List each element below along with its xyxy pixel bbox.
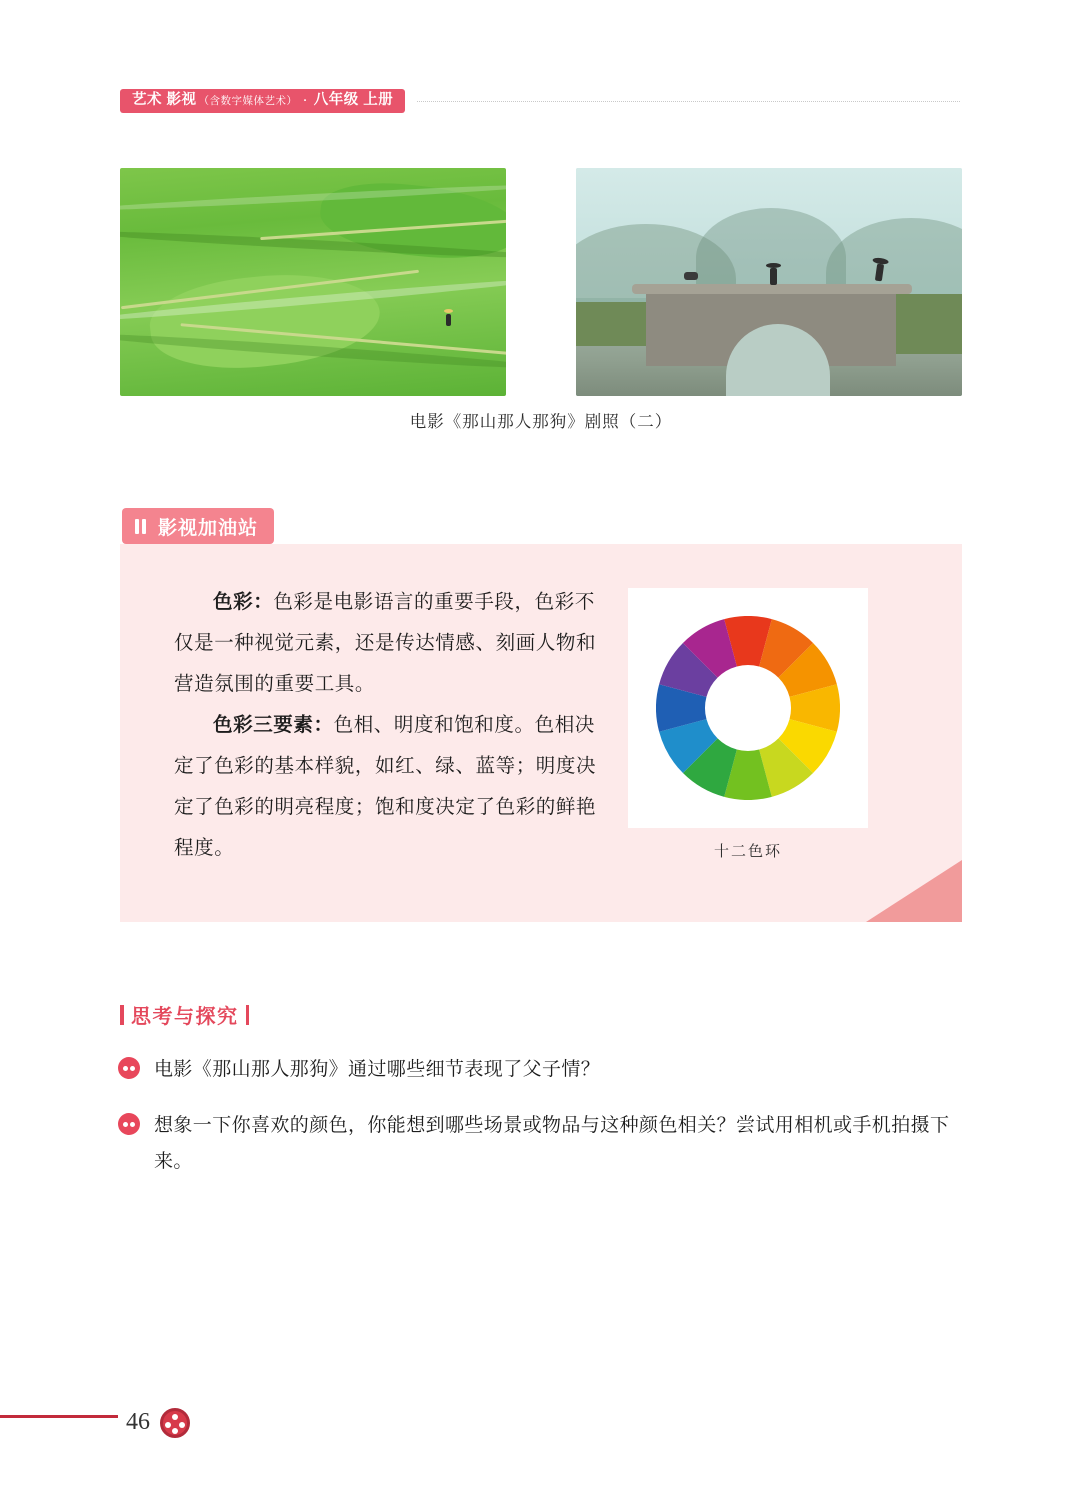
bridge-deck: [632, 284, 912, 294]
think-and-explore-label: 思考与探究: [131, 1006, 239, 1028]
section-tab-yingshijiayouzhan: [122, 508, 274, 544]
figure-photo-row: [120, 168, 962, 396]
panel-paragraph-1: [174, 582, 604, 705]
highlight-panel: [120, 544, 962, 922]
figure-caption: 电影《那山那人那狗》剧照（二）: [409, 412, 673, 431]
father-figure: [770, 268, 777, 285]
color-wheel-image: [628, 588, 868, 828]
panel-paragraph-2-lead: 色彩三要素：: [213, 715, 334, 736]
color-wheel-caption: 十二色环: [713, 844, 782, 860]
color-wheel-graphic: [656, 616, 840, 800]
rice-terrace-photo: [120, 168, 506, 396]
list-item: [118, 1052, 962, 1088]
think-and-explore-title: [120, 1000, 249, 1029]
page-header: [120, 88, 960, 114]
footer-rule: [0, 1415, 118, 1418]
panel-paragraph-1-lead: 色彩：: [213, 592, 274, 613]
running-head-grade: 八年级 上册: [313, 92, 394, 109]
film-reel-icon: [160, 1408, 190, 1438]
panel-paragraph-1-body: 色彩是电影语言的重要手段，色彩不仅是一种视觉元素，还是传达情感、刻画人物和营造氛围的重要工具。: [174, 592, 597, 695]
panel-paragraph-2: [174, 705, 604, 869]
title-bar-left: [120, 1005, 124, 1025]
running-head-subject-note: （含数字媒体艺术）: [198, 95, 298, 108]
question-text: 电影《那山那人那狗》通过哪些细节表现了父子情？: [154, 1059, 601, 1080]
question-list: [118, 1052, 962, 1200]
section-tab-label: 影视加油站: [158, 517, 259, 539]
header-dotted-rule: [417, 101, 960, 102]
panel-body-text: [174, 582, 604, 869]
stone-bridge-photo: [576, 168, 962, 396]
panel-paragraph-2-body: 色相、明度和饱和度。色相决定了色彩的基本样貌，如红、绿、蓝等；明度决定了色彩的明亮程度；饱和度决定了色彩的鲜艳程度。: [174, 715, 597, 859]
pause-icon: [135, 519, 149, 534]
title-bar-right: [246, 1005, 249, 1025]
color-wheel-center-hole: [706, 666, 790, 750]
film-reel-bullet-icon: [118, 1113, 140, 1135]
question-text: 想象一下你喜欢的颜色，你能想到哪些场景或物品与这种颜色相关？尝试用相机或手机拍摄下来。: [154, 1115, 950, 1172]
list-item: [118, 1108, 962, 1180]
farmer-figure: [446, 314, 451, 326]
running-head-separator: ·: [303, 95, 308, 108]
film-reel-bullet-icon: [118, 1057, 140, 1079]
dog-figure: [684, 272, 698, 280]
running-head-subject: 艺术 影视: [132, 92, 197, 109]
running-head-tag: [120, 89, 405, 113]
panel-corner-fold: [866, 860, 962, 922]
page-number: 46: [126, 1409, 150, 1435]
